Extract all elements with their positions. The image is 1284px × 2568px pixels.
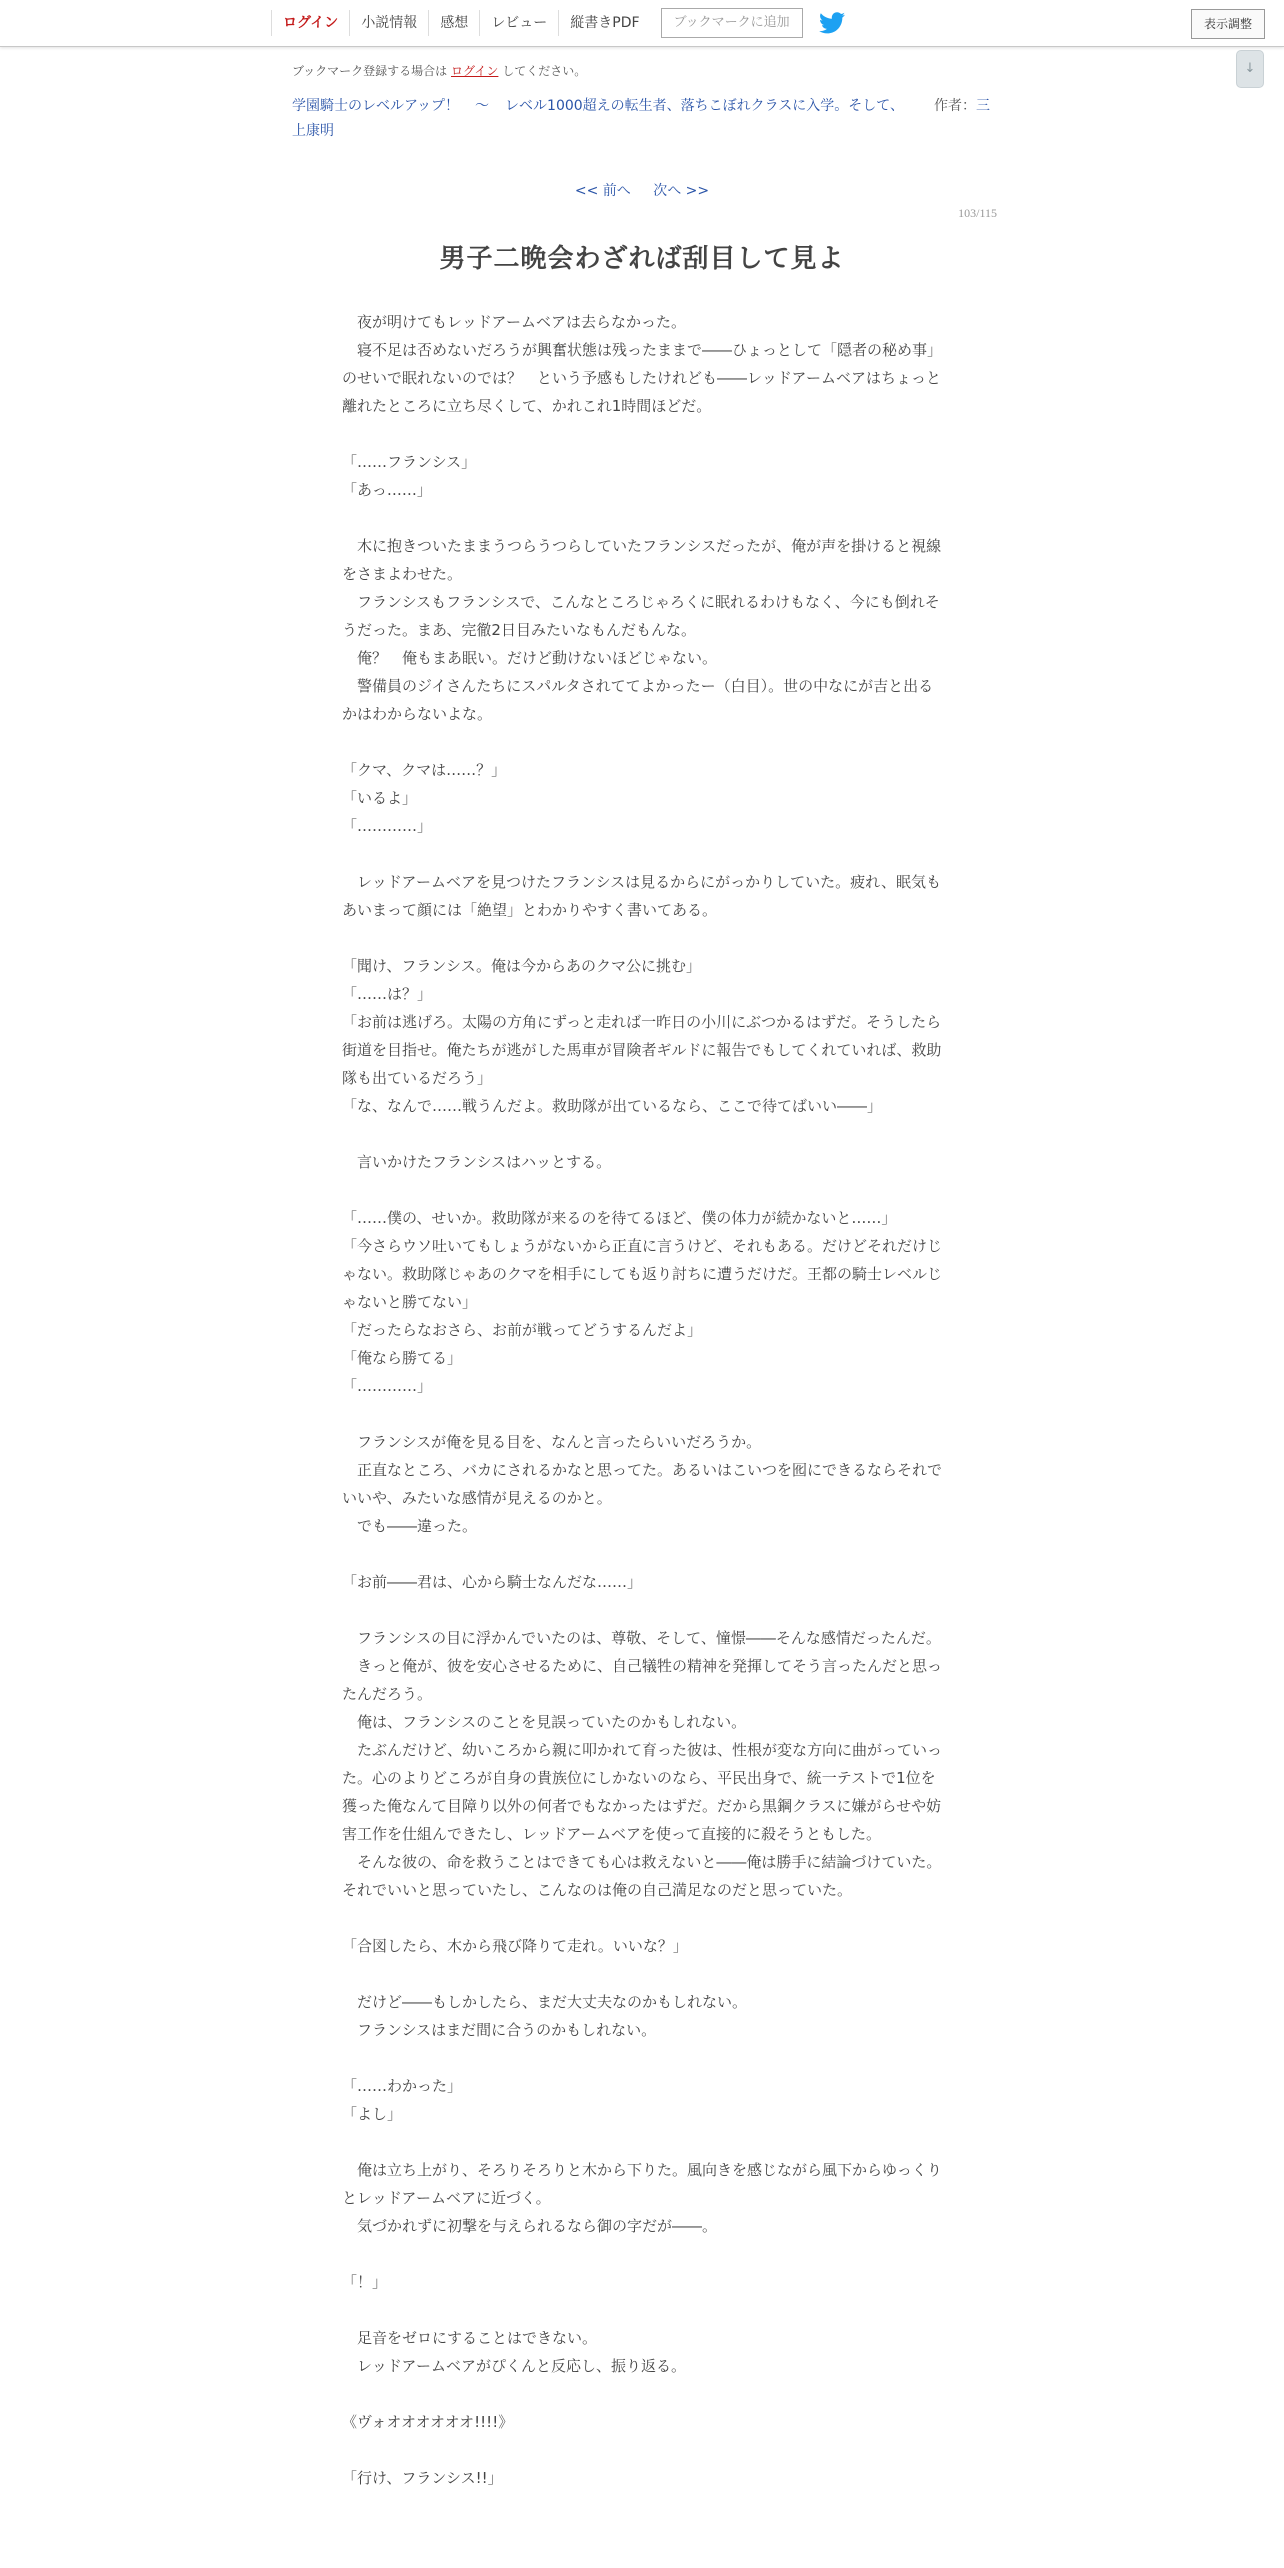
body-line: 足音をゼロにすることはできない。 <box>342 2329 598 2347</box>
prev-chapter-link[interactable]: << 前へ <box>574 183 631 199</box>
body-line: 言いかけたフランシスはハッとする。 <box>342 1153 612 1171</box>
body-line <box>342 2044 942 2072</box>
body-line <box>342 504 942 532</box>
body-line: 正直なところ、バカにされるかなと思ってた。あるいはこいつを囮にできるならそれでいいや、みたいな感情が見えるのかと。 <box>342 1461 943 1507</box>
body-line: きっと俺が、彼を安心させるために、自己犠牲の精神を発揮してそう言ったんだと思ったんだろう。 <box>342 1657 943 1703</box>
body-line: 俺は、フランシスのことを見誤っていたのかもしれない。 <box>342 1713 747 1731</box>
login-notice-link[interactable]: ログイン <box>451 64 499 78</box>
login-notice-suffix: してください。 <box>502 64 587 78</box>
body-line <box>342 728 942 756</box>
top-navigation-bar <box>0 0 1284 47</box>
body-line: フランシスが俺を見る目を、なんと言ったらいいだろうか。 <box>342 1433 762 1451</box>
body-line: 「あっ……」 <box>342 481 432 499</box>
chapter-count: 103/115 <box>958 206 997 220</box>
body-line: たぶんだけど、幼いころから親に叩かれて育った彼は、性根が変な方向に曲がっていった。心のよりどころが自身の貴族位にしかないのなら、平民出身で、統一テストで1位を獲った俺なんて目障り以外の何者でもなかったはずだ。だから黒鋼クラスに嫌がらせや妨害工作を仕組んできたし、レッドアームベアを使って直接的に殺そうともした。 <box>342 1741 943 1843</box>
nav-impressions-link[interactable]: 感想 <box>428 10 479 36</box>
body-line: 「今さらウソ吐いてもしょうがないから正直に言うけど、それもある。だけどそれだけじゃない。救助隊じゃあのクマを相手にしても返り討ちに遭うだけだ。王都の騎士レベルじゃないと勝てない」 <box>342 1237 943 1311</box>
twitter-bird-icon[interactable] <box>819 12 845 34</box>
body-line: レッドアームベアを見つけたフランシスは見るからにがっかりしていた。疲れ、眠気もあいまって顔には「絶望」とわかりやすく書いてある。 <box>342 873 942 919</box>
body-line <box>342 2380 942 2408</box>
body-line <box>342 1400 942 1428</box>
nav-novel-info-link[interactable]: 小説情報 <box>349 10 428 36</box>
body-line: 「お前――君は、心から騎士なんだな……」 <box>342 1573 643 1591</box>
body-line: 夜が明けてもレッドアームベアは去らなかった。 <box>342 313 686 331</box>
nav-login-link[interactable]: ログイン <box>271 10 349 36</box>
arrow-down-icon: ↓ <box>1244 61 1256 76</box>
nav-vertical-pdf-link[interactable]: 縦書きPDF <box>558 10 650 36</box>
body-line: 気づかれずに初撃を与えられるなら御の字だが――。 <box>342 2217 718 2235</box>
body-line <box>342 1176 942 1204</box>
body-line: でも――違った。 <box>342 1517 478 1535</box>
body-line: 「俺なら勝てる」 <box>342 1349 463 1367</box>
chapter-title: 男子二晩会わざれば刮目して見よ <box>439 244 845 274</box>
body-line: 「…………」 <box>342 1377 433 1395</box>
body-line <box>342 924 942 952</box>
author-label: 作者： <box>933 98 976 114</box>
body-line: フランシスもフランシスで、こんなところじゃろくに眠れるわけもなく、今にも倒れそうだった。まあ、完徹2日目みたいなもんだもんな。 <box>342 593 940 639</box>
body-line: そんな彼の、命を救うことはできても心は救えないと――俺は勝手に結論づけていた。それでいいと思っていたし、こんなのは俺の自己満足なのだと思っていた。 <box>342 1853 942 1899</box>
novel-body <box>342 308 942 2492</box>
body-line: レッドアームベアがぴくんと反応し、振り返る。 <box>342 2357 686 2375</box>
next-chapter-link[interactable]: 次へ >> <box>653 183 710 199</box>
body-line: 《ヴォオオオオオオ!!!!》 <box>342 2413 514 2431</box>
series-title-link[interactable] <box>292 98 904 114</box>
body-line: 「行け、フランシス!!」 <box>342 2469 503 2487</box>
login-notice <box>292 62 586 79</box>
series-title-part1: 学園騎士のレベルアップ！ <box>292 98 460 114</box>
body-line: 木に抱きついたままうつらうつらしていたフランシスだったが、俺が声を掛けると視線をさまよわせた。 <box>342 537 942 583</box>
login-notice-prefix: ブックマーク登録する場合は <box>292 64 448 78</box>
body-line <box>342 1904 942 1932</box>
body-line: 警備員のジイさんたちにスパルタされててよかったー（白目）。世の中なにが吉と出るかはわからないよな。 <box>342 677 934 723</box>
body-line: 「だったらなおさら、お前が戦ってどうするんだよ」 <box>342 1321 703 1339</box>
body-line <box>342 1960 942 1988</box>
series-header <box>292 94 996 144</box>
body-line: 「……僕の、せいか。救助隊が来るのを待てるほど、僕の体力が続かないと……」 <box>342 1209 897 1227</box>
body-line: 「お前は逃げろ。太陽の方角にずっと走れば一昨日の小川にぶつかるはずだ。そうしたら街道を目指せ。俺たちが逃がした馬車が冒険者ギルドに報告でもしてくれていれば、救助隊も出ているだろう」 <box>342 1013 942 1087</box>
body-line <box>342 2240 942 2268</box>
body-line <box>342 2436 942 2464</box>
body-line: 「…………」 <box>342 817 433 835</box>
body-line: 「クマ、クマは……？」 <box>342 761 507 779</box>
chapter-pager <box>0 180 1284 200</box>
body-line: 「……フランシス」 <box>342 453 477 471</box>
body-line: 俺は立ち上がり、そろりそろりと木から下りた。風向きを感じながら風下からゆっくりとレッドアームベアに近づく。 <box>342 2161 942 2207</box>
body-line <box>342 420 942 448</box>
body-line <box>342 2128 942 2156</box>
author-name-link[interactable]: 三上康明 <box>292 98 990 139</box>
main-nav <box>271 0 845 46</box>
body-line: 「合図したら、木から飛び降りて走れ。いいな？」 <box>342 1937 688 1955</box>
body-line <box>342 840 942 868</box>
body-line <box>342 1540 942 1568</box>
body-line: 「……は？」 <box>342 985 433 1003</box>
display-settings-button[interactable]: 表示調整 <box>1191 9 1265 39</box>
body-line <box>342 2296 942 2324</box>
nav-review-link[interactable]: レビュー <box>479 10 558 36</box>
body-line: フランシスの目に浮かんでいたのは、尊敬、そして、憧憬――そんな感情だったんだ。 <box>342 1629 941 1647</box>
body-line: だけど――もしかしたら、まだ大丈夫なのかもしれない。 <box>342 1993 748 2011</box>
body-line: 「……わかった」 <box>342 2077 463 2095</box>
body-line: 「聞け、フランシス。俺は今からあのクマ公に挑む」 <box>342 957 702 975</box>
scroll-down-button[interactable] <box>1236 50 1264 88</box>
body-line: 寝不足は否めないだろうが興奮状態は残ったままで――ひょっとして「隠者の秘め事」のせいで眠れないのでは？ という予感もしたけれども――レッドアームベアはちょっと離れたところに立ち尽くして、かれこれ1時間ほどだ。 <box>342 341 943 415</box>
body-line: フランシスはまだ間に合うのかもしれない。 <box>342 2021 657 2039</box>
series-title-part2: レベル1000超えの転生者、落ちこぼれクラスに入学。そして、 <box>505 98 904 114</box>
body-line <box>342 1120 942 1148</box>
body-line: 「いるよ」 <box>342 789 418 807</box>
add-bookmark-button[interactable]: ブックマークに追加 <box>661 8 803 38</box>
body-line: 俺？ 俺もまあ眠い。だけど動けないほどじゃない。 <box>342 649 718 667</box>
body-line <box>342 1596 942 1624</box>
body-line: 「！」 <box>342 2273 388 2291</box>
series-title-tilde: 〜 <box>475 98 490 114</box>
body-line: 「よし」 <box>342 2105 403 2123</box>
body-line: 「な、なんで……戦うんだよ。救助隊が出ているなら、ここで待てばいい――」 <box>342 1097 883 1115</box>
